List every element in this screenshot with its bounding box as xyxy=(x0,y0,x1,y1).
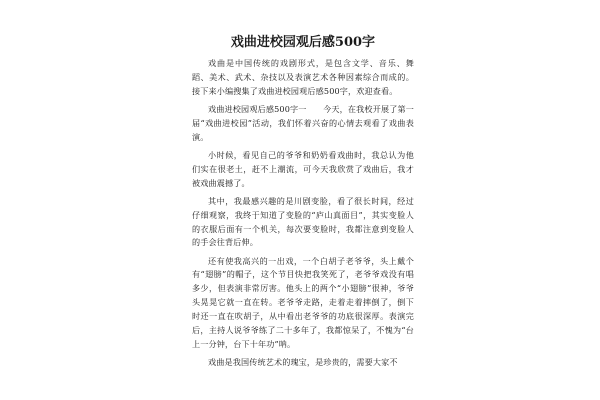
article xyxy=(192,35,414,370)
paragraph-event: 戏曲进校园观后感500字一 今天，在我校开展了第一届“戏曲进校园”活动，我们怀着兴奋的心情去观看了戏曲表演。 xyxy=(192,103,414,142)
paragraph-childhood: 小时候，看见自己的爷爷和奶奶看戏曲时，我总认为他们实在很老土，赶不上潮流，可今天我欣赏了戏曲后，我才被戏曲震撼了。 xyxy=(192,149,414,188)
paragraph-old-man: 还有使我高兴的一出戏，一个白胡子老爷爷，头上戴个有“翅膀”的帽子，这个节目快把我笑死了，老爷爷戏没有唱多少，但表演非常厉害。他头上的两个“小翅膀”很神，爷爷头晃晃它就一直在转。老爷爷走路，走着走着摔倒了，倒下时还一直在吹胡子，从中看出老爷爷的功底很深厚。表演完后，主持人说爷爷练了二十多年了，我都惊呆了，不愧为“台上一分钟，台下十年功”呐。 xyxy=(192,255,414,349)
article-title: 戏曲进校园观后感500字 xyxy=(230,35,376,50)
paragraph-conclusion: 戏曲是我国传统艺术的瑰宝，是珍贵的，需要大家不 xyxy=(208,357,398,368)
paragraph-intro: 戏曲是中国传统的戏剧形式，是包含文学、音乐、舞蹈、美术、武术、杂技以及表演艺术各种因素综合而成的。接下来小编搜集了戏曲进校园观后感500字，欢迎查看。 xyxy=(192,58,414,96)
paragraph-face-changing: 其中，我最感兴趣的是川剧变脸，看了很长时间，经过仔细观察，我终于知道了变脸的“庐山真面目”，其实变脸人的衣服后面有一个机关，每次要变脸时，我都注意到变脸人的手会往背后伸。 xyxy=(192,195,414,248)
